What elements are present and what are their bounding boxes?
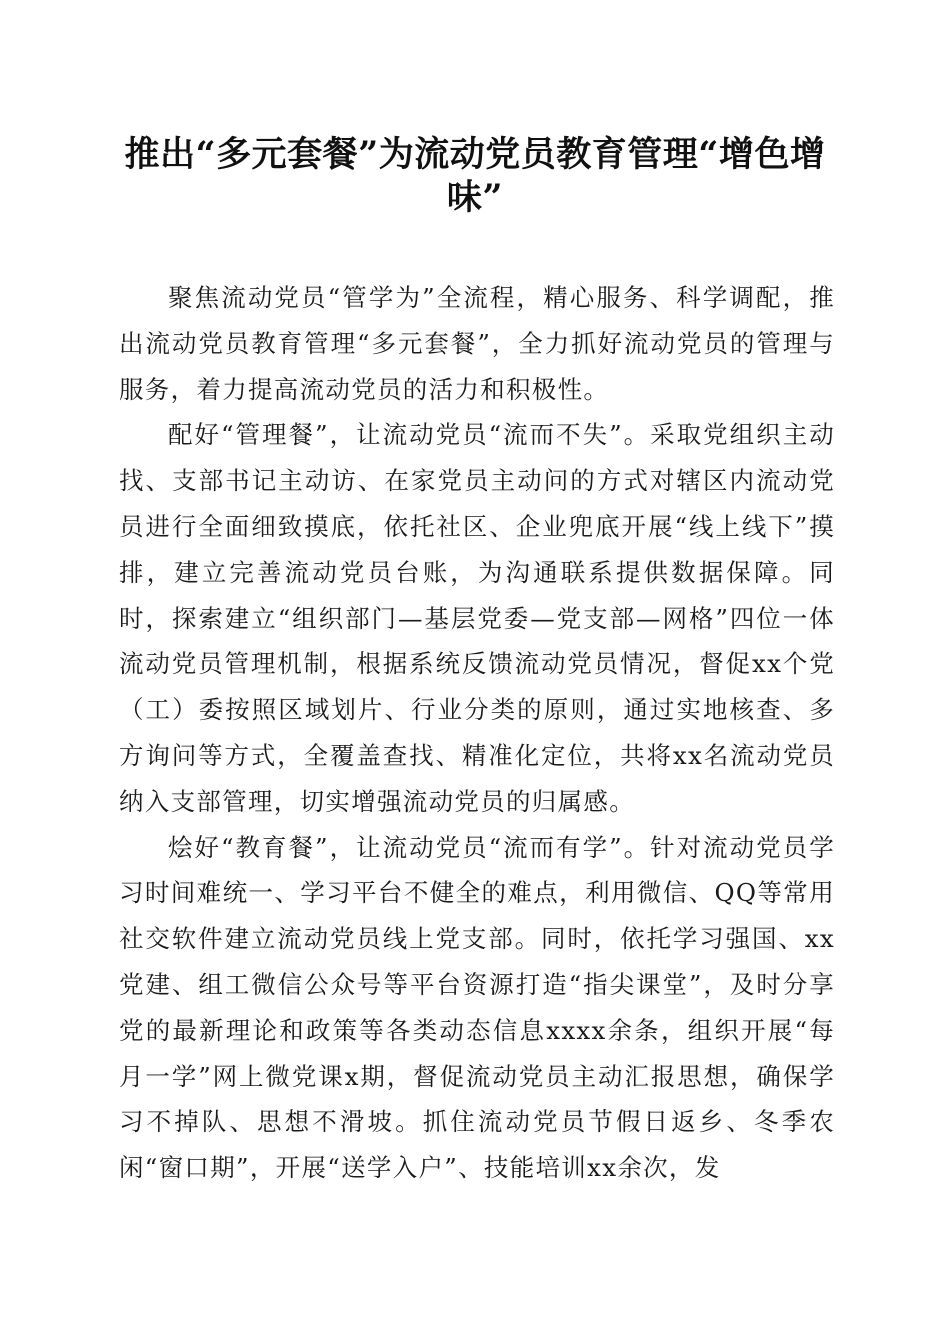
document-body <box>119 275 835 1191</box>
paragraph-education: 烩好“教育餐”，让流动党员“流而有学”。针对流动党员学习时间难统一、学习平台不健全的难点，利用微信、QQ等常用社交软件建立流动党员线上党支部。同时，依托学习强国、xx党建、组工微信公众号等平台资源打造“指尖课堂”，及时分享党的最新理论和政策等各类动态信息xxxx余条，组织开展“每月一学”网上微党课x期，督促流动党员主动汇报思想，确保学习不掉队、思想不滑坡。抓住流动党员节假日返乡、冬季农闲“窗口期”，开展“送学入户”、技能培训xx余次，发 <box>119 832 835 1183</box>
document-title: 推出“多元套餐”为流动党员教育管理“增色增味” <box>124 134 826 218</box>
paragraph-management: 配好“管理餐”，让流动党员“流而不失”。采取党组织主动找、支部书记主动访、在家党员主动问的方式对辖区内流动党员进行全面细致摸底，依托社区、企业兜底开展“线上线下”摸排，建立完善流动党员台账，为沟通联系提供数据保障。同时，探索建立“组织部门—基层党委—党支部—网格”四位一体流动党员管理机制，根据系统反馈流动党员情况，督促xx个党（工）委按照区域划片、行业分类的原则，通过实地核查、多方询问等方式，全覆盖查找、精准化定位，共将xx名流动党员纳入支部管理，切实增强流动党员的归属感。 <box>119 420 835 816</box>
paragraph-intro: 聚焦流动党员“管学为”全流程，精心服务、科学调配，推出流动党员教育管理“多元套餐”，全力抓好流动党员的管理与服务，着力提高流动党员的活力和积极性。 <box>119 283 835 404</box>
